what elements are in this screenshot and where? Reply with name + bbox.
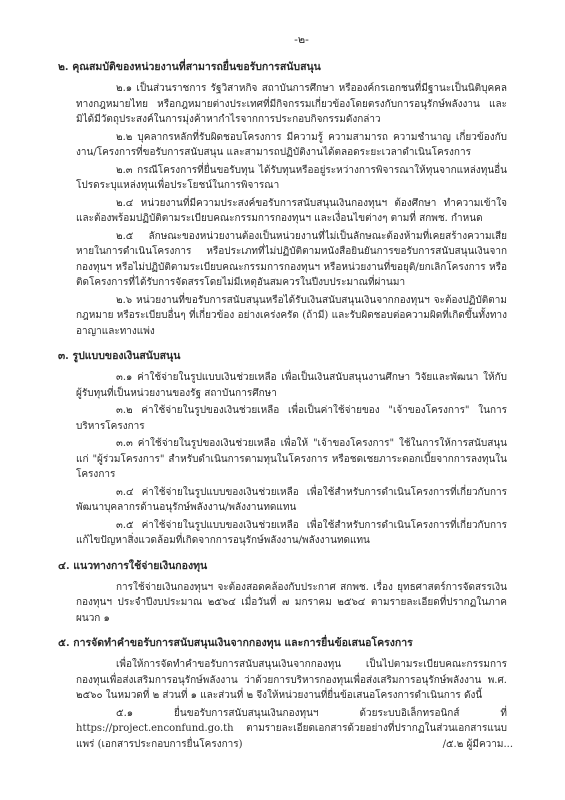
continuation-note: /๕.๒ ผู้มีความ... bbox=[442, 739, 513, 750]
page-number: -๒- bbox=[294, 33, 309, 46]
section-4 bbox=[58, 559, 507, 627]
section-heading: ๔. แนวทางการใช้จ่ายเงินกองทุน bbox=[58, 559, 208, 572]
paragraph-3-5: ๓.๕ ค่าใช้จ่ายในรูปแบบของเงินช่วยเหลือ เพื่อใช้สำหรับการดำเนินโครงการที่เกี่ยวกับการแก้ไขปัญหาสิ่งแวดล้อมที่เกิดจากการอนุรักษ์พลังงาน/พลังงานทดแทน bbox=[76, 519, 507, 546]
paragraph-2-4: ๒.๔ หน่วยงานที่มีความประสงค์ขอรับการสนับสนุนเงินกองทุนฯ ต้องศึกษา ทำความเข้าใจ และต้องพร้อมปฏิบัติตามระเบียบคณะกรรมการกองทุนฯ และเงื่อนไขต่างๆ ตามที่ สกพช. กำหนด bbox=[76, 197, 507, 224]
section-2 bbox=[58, 60, 507, 339]
section-heading: ๕. การจัดทำคำขอรับการสนับสนุนเงินจากกองทุน และการยื่นข้อเสนอโครงการ bbox=[58, 637, 413, 649]
section-5 bbox=[58, 636, 507, 752]
section-heading: ๓. รูปแบบของเงินสนับสนุน bbox=[58, 350, 181, 362]
paragraph-4: การใช้จ่ายเงินกองทุนฯ จะต้องสอดคล้องกับประกาศ สกพช. เรื่อง ยุทธศาสตร์การจัดสรรเงินกองทุนฯ ประจำปีงบประมาณ ๒๕๖๔ เมื่อวันที่ ๗ มกราคม ๒๕๖๔ ตามรายละเอียดที่ปรากฏในภาคผนวก ๑ bbox=[76, 581, 507, 624]
paragraph-2-6: ๒.๖ หน่วยงานที่ขอรับการสนับสนุนหรือได้รับเงินสนับสนุนเงินจากกองทุนฯ จะต้องปฏิบัติตามกฎหมาย หรือระเบียบอื่นๆ ที่เกี่ยวข้อง อย่างเคร่งครัด (ถ้ามี) และรับผิดชอบต่อความผิดที่เกิดขึ้นทั้งทางอาญาและทางแพ่ง bbox=[76, 294, 507, 337]
paragraph-3-3: ๓.๓ ค่าใช้จ่ายในรูปของเงินช่วยเหลือ เพื่อให้ "เจ้าของโครงการ" ใช้ในการให้การสนับสนุนแก่ "ผู้ร่วมโครงการ" สำหรับดำเนินการตามทุนในโครงการ หรือชดเชยภาระดอกเบี้ยจากการลงทุนในโครงการ bbox=[76, 438, 507, 480]
paragraph-2-2: ๒.๒ บุคลากรหลักที่รับผิดชอบโครงการ มีความรู้ ความสามารถ ความชำนาญ เกี่ยวข้องกับงาน/โครงการที่ขอรับการสนับสนุน และสามารถปฏิบัติงานได้ตลอดระยะเวลาดำเนินโครงการ bbox=[76, 131, 507, 158]
paragraph-3-2: ๓.๒ ค่าใช้จ่ายในรูปของเงินช่วยเหลือ เพื่อเป็นค่าใช้จ่ายของ "เจ้าของโครงการ" ในการบริหารโครงการ bbox=[76, 405, 507, 432]
section-3 bbox=[58, 349, 507, 549]
paragraph-2-3: ๒.๓ กรณีโครงการที่ยื่นขอรับทุน ได้รับทุนหรืออยู่ระหว่างการพิจารณาให้ทุนจากแหล่งทุนอื่นโปรดระบุแหล่งทุนเพื่อประโยชน์ในการพิจารณา bbox=[76, 164, 507, 191]
paragraph-5-intro: เพื่อให้การจัดทำคำขอรับการสนับสนุนเงินจากกองทุน เป็นไปตามระเบียบคณะกรรมการกองทุนเพื่อส่งเสริมการอนุรักษ์พลังงาน ว่าด้วยการบริหารกองทุนเพื่อส่งเสริมการอนุรักษ์พลังงาน พ.ศ. ๒๕๖๐ ในหมวดที่ ๒ ส่วนที่ ๑ และส่วนที่ ๒ จึงให้หน่วยงานที่ยื่นข้อเสนอโครงการดำเนินการ ดังนี้ bbox=[76, 659, 507, 701]
paragraph-5-1: ๕.๑ ยื่นขอรับการสนับสนุนเงินกองทุนฯ ด้วยระบบอิเล็กทรอนิกส์ ที่ https://project.enconfund.go.th ตามรายละเอียดเอกสารด้วยอย่างที่ปรากฏในส่วนเอกสารแนบแพร่ (เอกสารประกอบการยื่นโครงการ) bbox=[76, 707, 507, 750]
paragraph-2-1: ๒.๑ เป็นส่วนราชการ รัฐวิสาหกิจ สถาบันการศึกษา หรือองค์กรเอกชนที่มีฐานะเป็นนิติบุคคลทางกฎหมายไทย หรือกฎหมายต่างประเทศที่มีกิจกรรมเกี่ยวข้องโดยตรงกับการอนุรักษ์พลังงาน และมิได้มีวัตถุประสงค์ในการมุ่งค้าหากำไรจากการประกอบกิจกรรมดังกล่าว bbox=[76, 83, 507, 125]
section-heading: ๒. คุณสมบัติของหน่วยงานที่สามารถยื่นขอรับการสนับสนุน bbox=[58, 61, 321, 73]
paragraph-3-1: ๓.๑ ค่าใช้จ่ายในรูปแบบเงินช่วยเหลือ เพื่อเป็นเงินสนับสนุนงานศึกษา วิจัยและพัฒนา ให้กับผู้รับทุนที่เป็นหน่วยงานของรัฐ สถาบันการศึกษา bbox=[76, 372, 507, 399]
paragraph-3-4: ๓.๔ ค่าใช้จ่ายในรูปแบบของเงินช่วยเหลือ เพื่อใช้สำหรับการดำเนินโครงการที่เกี่ยวกับการพัฒนาบุคลากรด้านอนุรักษ์พลังงาน/พลังงานทดแทน bbox=[76, 486, 507, 513]
paragraph-2-5: ๒.๕ ลักษณะของหน่วยงานต้องเป็นหน่วยงานที่ไม่เป็นลักษณะต้องห้ามที่เคยสร้างความเสียหายในการดำเนินโครงการ หรือประเภทที่ไม่ปฏิบัติตามหนังสือยินยันการขอรับการสนับสนุนเงินจากกองทุนฯ หรือไม่ปฏิบัติตามระเบียบคณะกรรมการกองทุนฯ หรือหน่วยงานที่ขอยุติ/ยกเลิกโครงการ หรือติดโครงการที่ได้รับการจัดสรรโดยไม่มีเหตุอันสมควรในปีงบประมาณที่ผ่านมา bbox=[76, 230, 507, 288]
